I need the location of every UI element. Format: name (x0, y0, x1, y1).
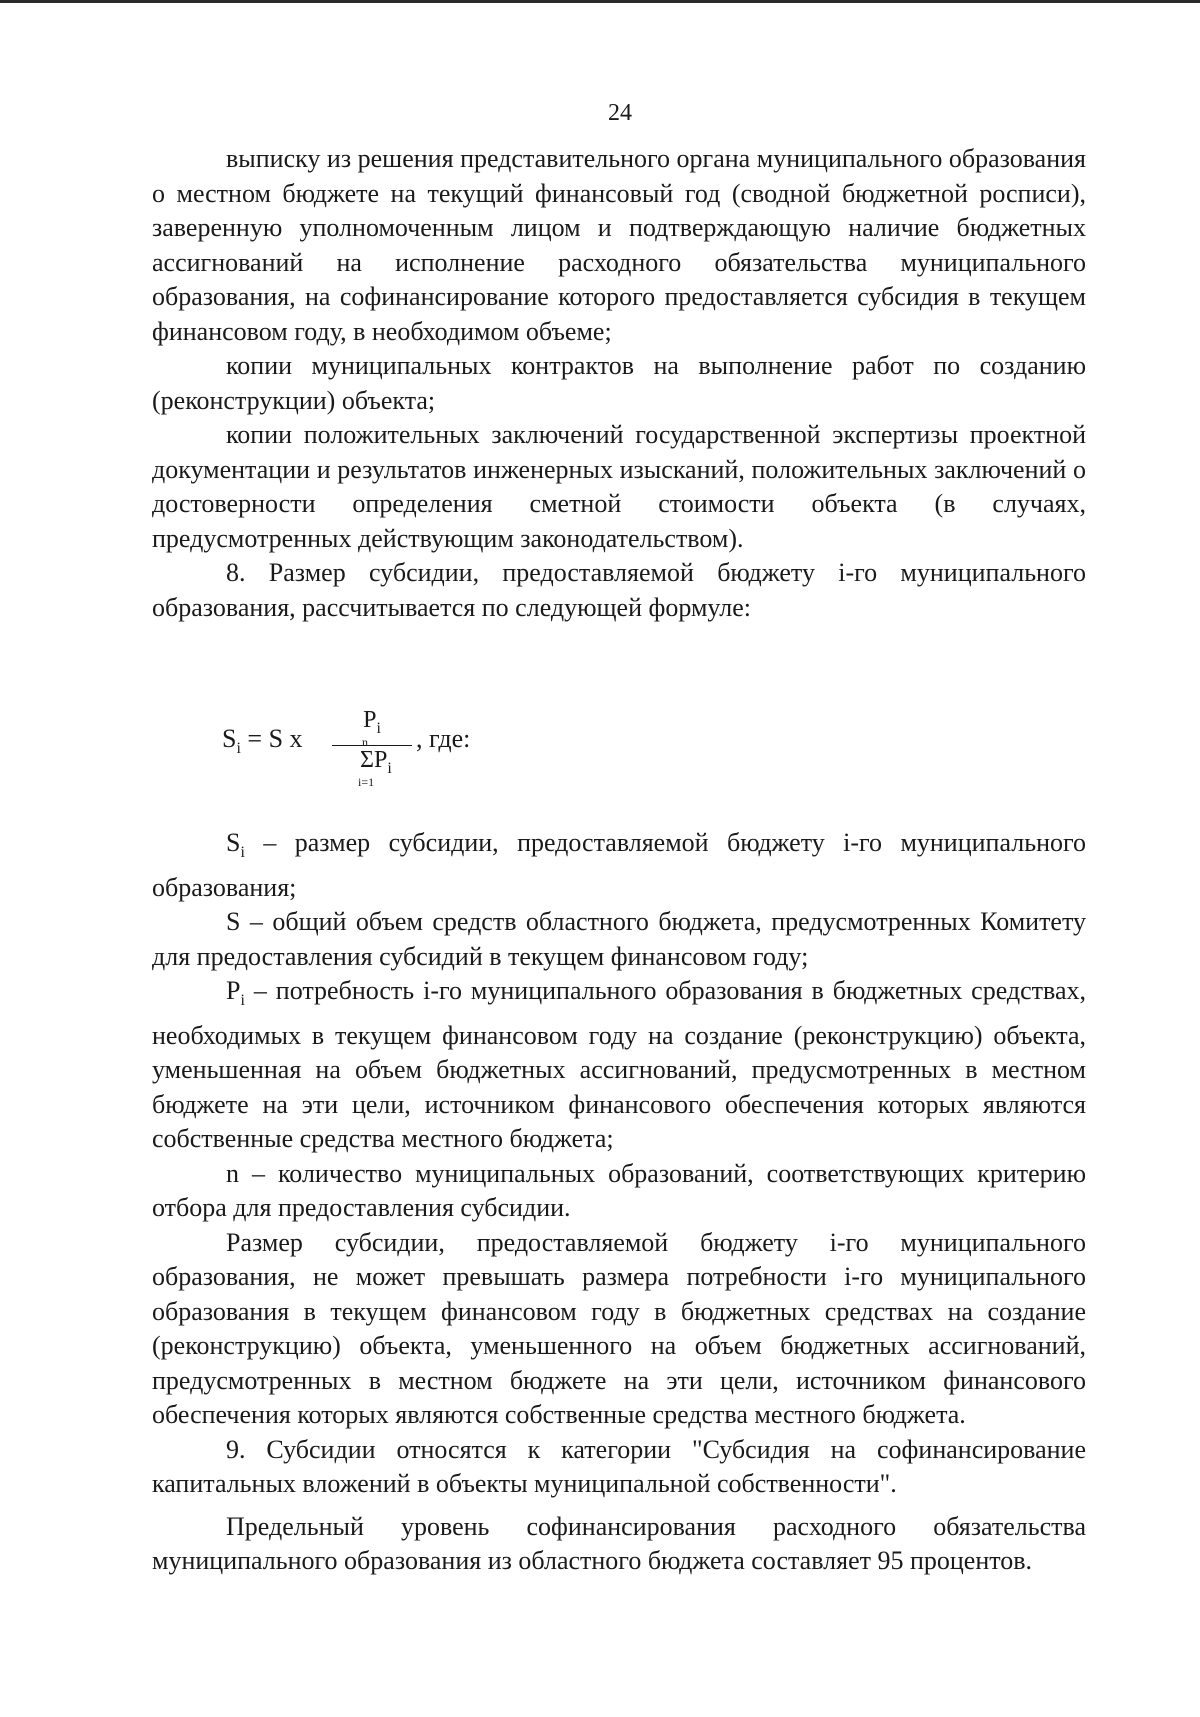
text-block-top (152, 142, 1086, 625)
definition-s: S – общий объем средств областного бюджета, предусмотренных Комитету для предоставления субсидий в текущем финансовом году; (152, 907, 1086, 971)
paragraph-extract: выписку из решения представительного органа муниципального образования о местном бюджете на текущий финансовый год (сводной бюджетной росписи), заверенную уполномоченным лицом и подтверждающую наличие бюджетных ассигнований на исполнение расходного обязательства муниципального образования, на софинансирование которого предоставляется субсидия в текущем финансовом году, в необходимом объеме; (152, 144, 1086, 346)
text-block-bottom (152, 826, 1086, 1579)
paragraph-item-9: 9. Субсидии относятся к категории "Субсидия на софинансирование капитальных вложений в объекты муниципальной собственности". (152, 1434, 1086, 1499)
formula-lhs: $S_i = S$ x (222, 724, 303, 758)
formula-fraction (332, 706, 412, 789)
definition-pi: $P_i$ – потребность i-го муниципального образования в бюджетных средствах, необходимых в текущем финансовом году на создание (реконструкцию) объекта, уменьшенная на объем бюджетных ассигнований, предусмотренных в местном бюджете на эти цели, источником финансового обеспечения которых являются собственные средства местного бюджета; (152, 976, 1086, 1154)
sum-upper-limit: n (362, 735, 368, 749)
paragraph-cofinance-level: Предельный уровень софинансирования расходного обязательства муниципального образования из областного бюджета составляет 95 процентов. (152, 1511, 1086, 1576)
paragraph-contracts: копии муниципальных контрактов на выполнение работ по созданию (реконструкции) объекта; (152, 351, 1086, 415)
formula-tail: , где: (416, 724, 471, 753)
paragraph-item-8: 8. Размер субсидии, предоставляемой бюджету i-го муниципального образования, рассчитывается по следующей формуле: (152, 558, 1086, 622)
subsidy-formula (222, 706, 522, 796)
formula-denominator: $\Sigma P_i$ (360, 747, 392, 777)
formula-numerator: $P_i$ (363, 707, 381, 737)
definition-n: n – количество муниципальных образований, соответствующих критерию отбора для предоставления субсидии. (152, 1158, 1086, 1223)
sum-lower-limit: i=1 (358, 775, 375, 789)
paragraph-expertise: копии положительных заключений государственной экспертизы проектной документации и результатов инженерных изысканий, положительных заключений о достоверности определения сметной стоимости объекта (в случаях, предусмотренных действующим законодательством). (152, 420, 1086, 553)
paragraph-subsidy-limit: Размер субсидии, предоставляемой бюджету i-го муниципального образования, не может превышать размера потребности i-го муниципального образования в текущем финансовом году в бюджетных средствах на создание (реконструкцию) объекта, уменьшенного на объем бюджетных ассигнований, предусмотренных в местном бюджете на эти цели, источником финансового обеспечения которых являются собственные средства местного бюджета. (152, 1227, 1086, 1430)
definition-si: $S_i$ – размер субсидии, предоставляемой бюджету i-го муниципального образования; (152, 828, 1086, 902)
page-number: 24 (608, 100, 632, 126)
